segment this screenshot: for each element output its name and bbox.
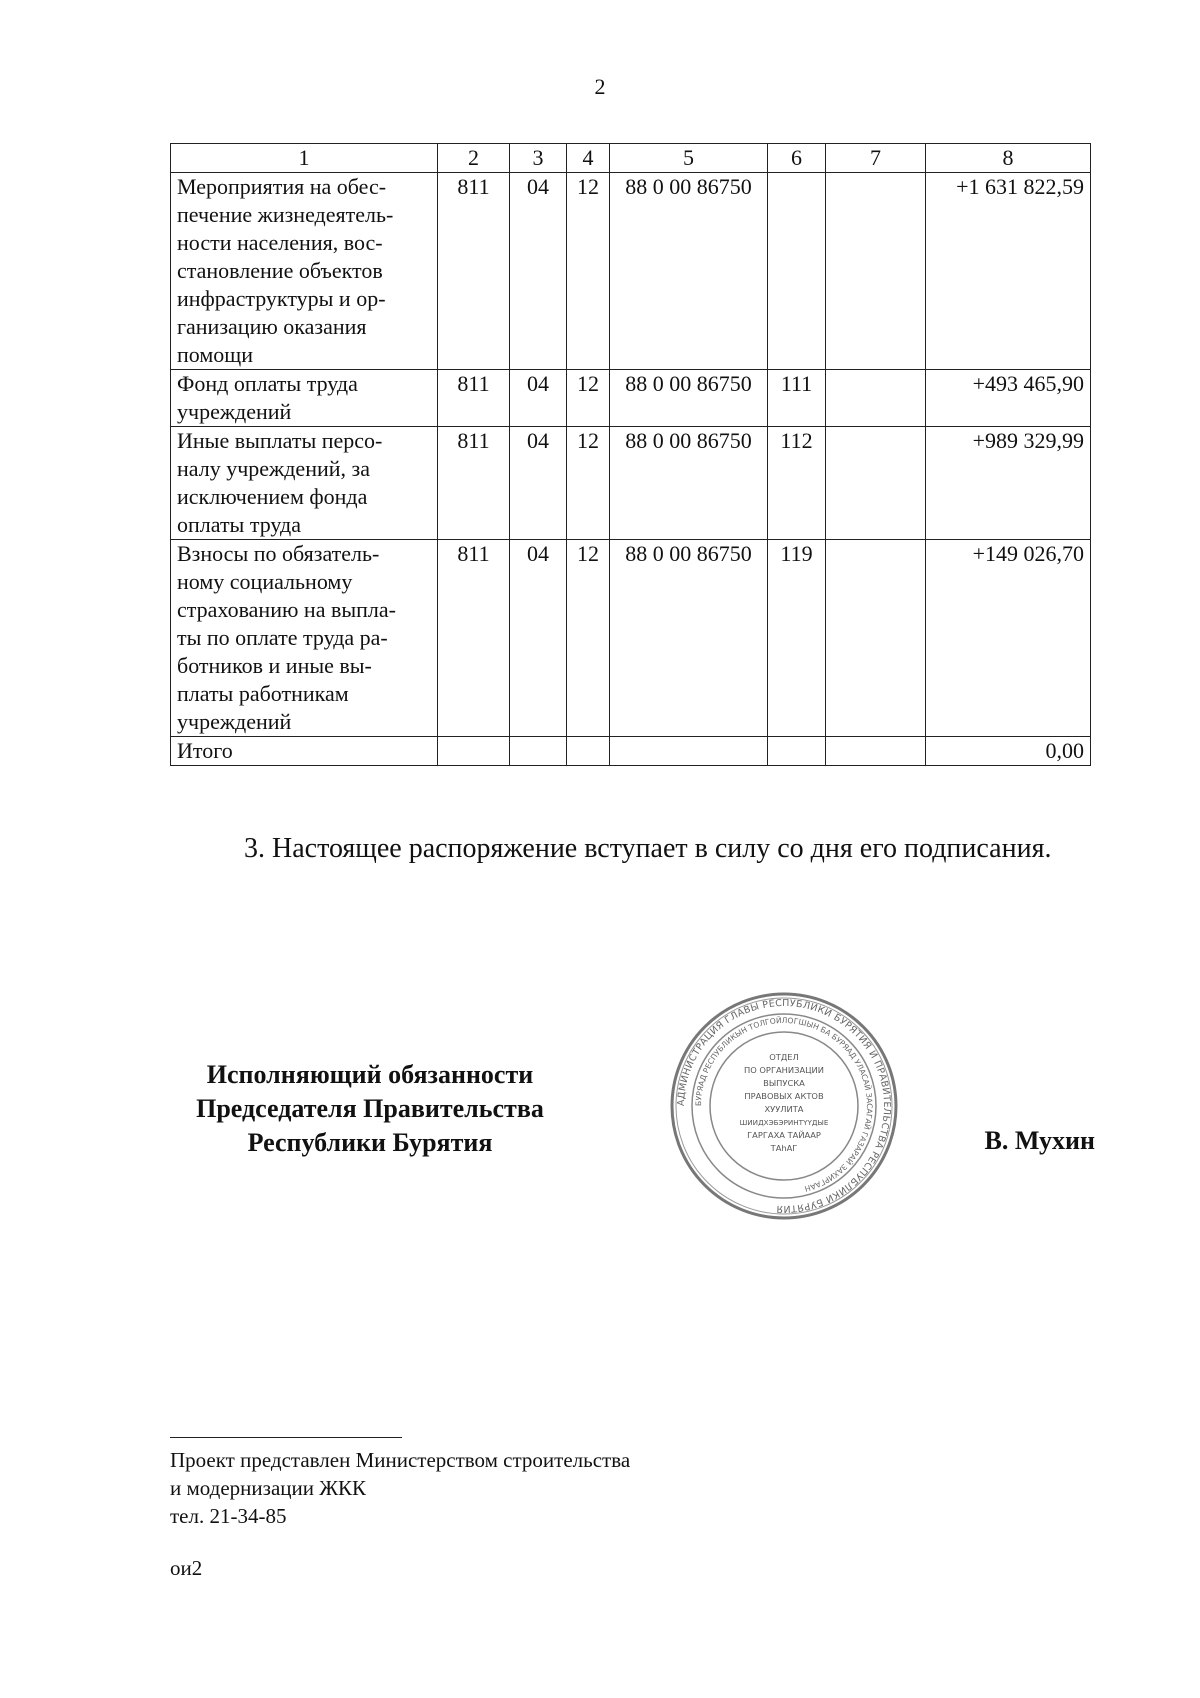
row-name-cell: Иные выплаты персо- налу учреждений, за исключением фонда оплаты труда (171, 427, 438, 540)
stamp-center-line: ШИИДХЭБЭРИНТҮҮДЫЕ (739, 1118, 829, 1127)
footnote-line: Проект представлен Министерством строительства (170, 1448, 631, 1472)
cell-col7 (826, 540, 926, 737)
cell-ministry-code: 811 (438, 427, 510, 540)
signer-name: В. Мухин (984, 1126, 1095, 1155)
official-stamp-icon (668, 990, 900, 1222)
cell-subsection: 12 (567, 427, 610, 540)
cell-section: 04 (510, 173, 567, 370)
cell-subsection: 12 (567, 370, 610, 427)
cell-col7 (826, 173, 926, 370)
cell-expense-type (768, 737, 826, 766)
total-amount-cell: 0,00 (926, 737, 1091, 766)
cell-ministry-code (438, 737, 510, 766)
cell-section (510, 737, 567, 766)
stamp-center-line: ВЫПУСКА (763, 1078, 805, 1088)
cell-col7 (826, 370, 926, 427)
column-header: 3 (510, 144, 567, 173)
column-header: 4 (567, 144, 610, 173)
cell-amount: +1 631 822,59 (926, 173, 1091, 370)
cell-section: 04 (510, 427, 567, 540)
row-name-cell: Мероприятия на обес- печение жизнедеятель- ности населения, вос- становление объектов инфраструктуры и ор- ганизацию оказания помощи (171, 173, 438, 370)
cell-target-article (610, 737, 768, 766)
cell-target-article: 88 0 00 86750 (610, 370, 768, 427)
cell-expense-type (768, 173, 826, 370)
table-header-row (171, 144, 1091, 173)
signature-title-line: Председателя Правительства (196, 1094, 544, 1123)
row-name-cell: Взносы по обязатель- ному социальному страхованию на выпла- ты по оплате труда ра- ботников и иные вы- платы работникам учреждений (171, 540, 438, 737)
stamp-center-line: ХУУЛИТА (764, 1104, 804, 1114)
total-label-cell: Итого (171, 737, 438, 766)
column-header: 2 (438, 144, 510, 173)
table-row (171, 427, 1091, 540)
page-number: 2 (594, 74, 606, 99)
cell-ministry-code: 811 (438, 173, 510, 370)
signature-title-block (160, 1058, 580, 1160)
stamp-center-line: ОТДЕЛ (769, 1052, 799, 1062)
column-header: 1 (171, 144, 438, 173)
cell-ministry-code: 811 (438, 370, 510, 427)
cell-target-article: 88 0 00 86750 (610, 427, 768, 540)
cell-expense-type: 111 (768, 370, 826, 427)
cell-ministry-code: 811 (438, 540, 510, 737)
cell-amount: +493 465,90 (926, 370, 1091, 427)
table-row (171, 540, 1091, 737)
stamp-inner-text: БУРЯАД РЕСПУБЛИКЫН ТОЛГОЙЛОГШЫН БА БУРЯАД УЛАСАЙ ЗАСАГАЙ ГАЗАРАЙ ЗАХИРГААН (693, 1015, 875, 1194)
signature-title-line: Исполняющий обязанности (206, 1060, 534, 1089)
stamp-outer-text: АДМИНИСТРАЦИЯ ГЛАВЫ РЕСПУБЛИКИ БУРЯТИЯ И ПРАВИТЕЛЬСТВА РЕСПУБЛИКИ БУРЯТИЯ (675, 997, 893, 1215)
cell-section: 04 (510, 540, 567, 737)
cell-target-article: 88 0 00 86750 (610, 540, 768, 737)
cell-subsection: 12 (567, 173, 610, 370)
table-row (171, 370, 1091, 427)
cell-subsection (567, 737, 610, 766)
stamp-center-line: ГАРГАХА ТАЙААР (747, 1130, 821, 1140)
cell-expense-type: 119 (768, 540, 826, 737)
column-header: 6 (768, 144, 826, 173)
document-code: ои2 (170, 1556, 203, 1580)
column-header: 5 (610, 144, 768, 173)
cell-expense-type: 112 (768, 427, 826, 540)
footnote-divider (170, 1437, 402, 1438)
footnote (170, 1446, 630, 1530)
footnote-line: тел. 21-34-85 (170, 1504, 287, 1528)
stamp-center-line: ПО ОРГАНИЗАЦИИ (744, 1065, 824, 1075)
table-total-row (171, 737, 1091, 766)
stamp-center-line: ТАһАГ (770, 1143, 798, 1153)
table-row (171, 173, 1091, 370)
cell-amount: +149 026,70 (926, 540, 1091, 737)
column-header: 7 (826, 144, 926, 173)
footnote-line: и модернизации ЖКК (170, 1476, 367, 1500)
column-header: 8 (926, 144, 1091, 173)
budget-table (170, 143, 1091, 766)
signature-title-line: Республики Бурятия (247, 1128, 493, 1157)
stamp-center-line: ПРАВОВЫХ АКТОВ (744, 1091, 824, 1101)
cell-col7 (826, 427, 926, 540)
cell-subsection: 12 (567, 540, 610, 737)
row-name-cell: Фонд оплаты труда учреждений (171, 370, 438, 427)
cell-col7 (826, 737, 926, 766)
cell-amount: +989 329,99 (926, 427, 1091, 540)
cell-section: 04 (510, 370, 567, 427)
clause-text: 3. Настоящее распоряжение вступает в силу со дня его подписания. (244, 833, 1052, 864)
cell-target-article: 88 0 00 86750 (610, 173, 768, 370)
